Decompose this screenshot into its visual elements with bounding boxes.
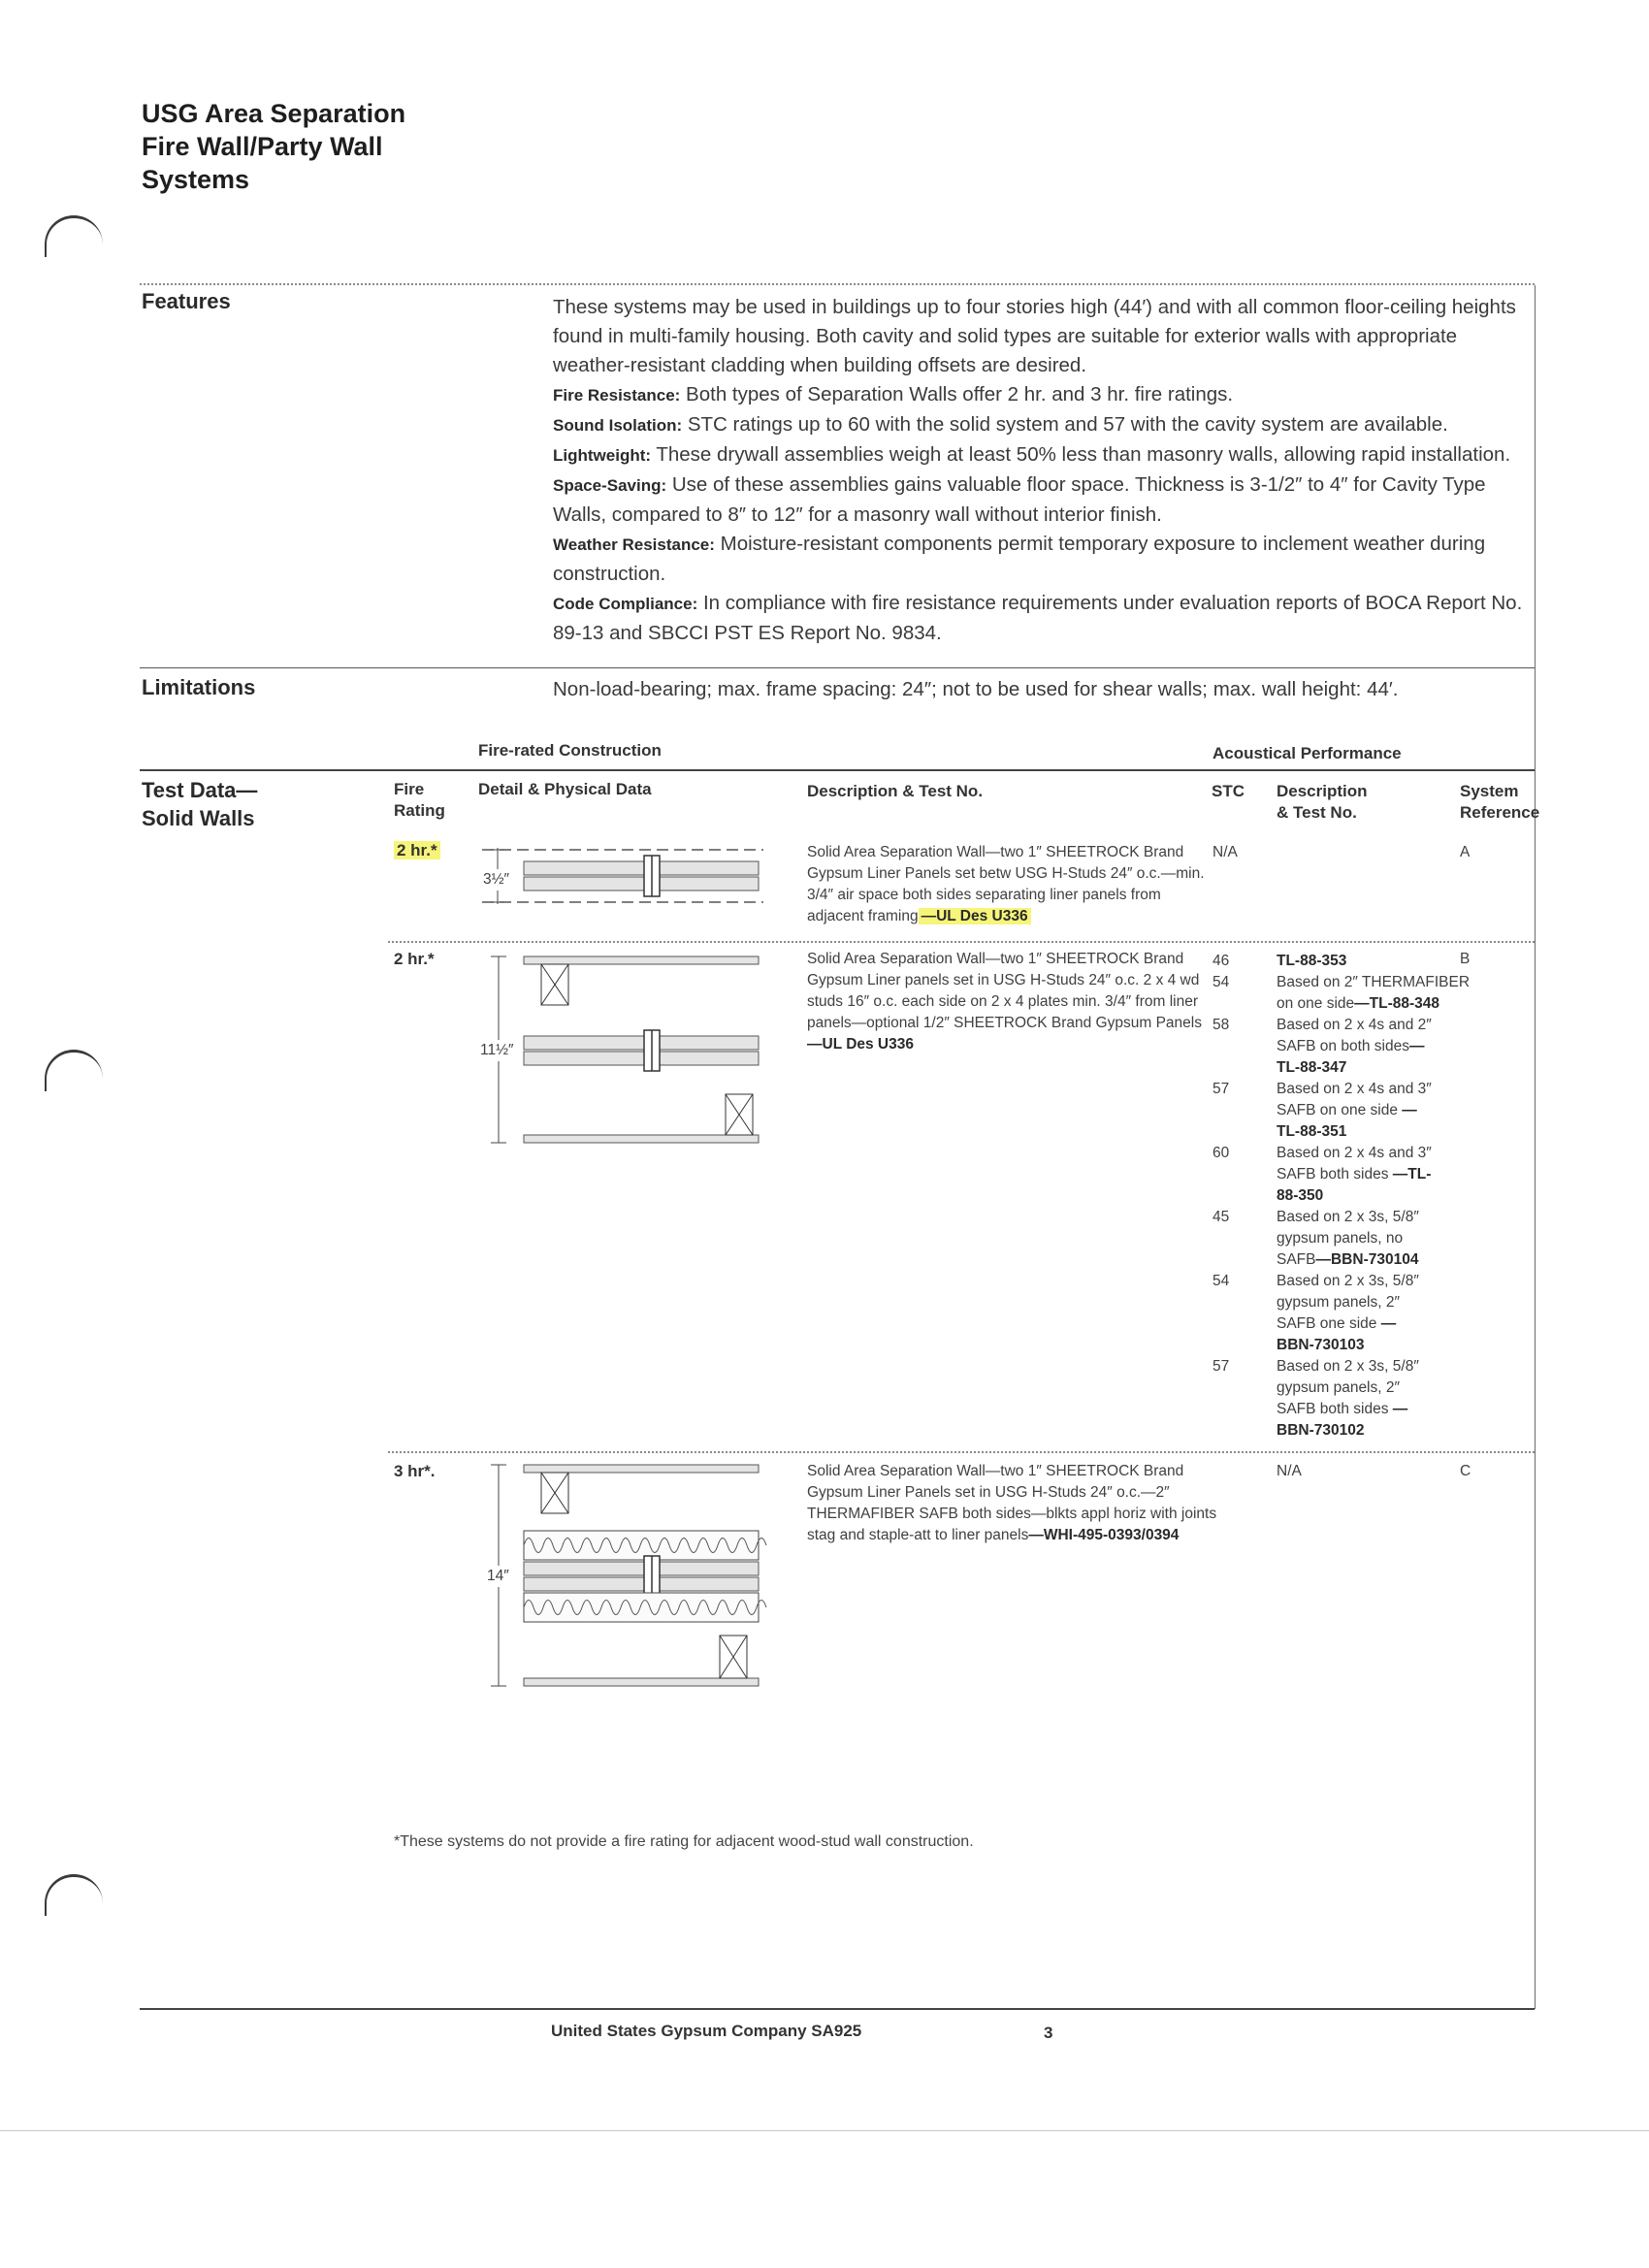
row2-stc-54b: 54 xyxy=(1212,1273,1230,1289)
footer-company: United States Gypsum Company SA925 xyxy=(551,2022,862,2040)
binder-hole-top xyxy=(45,215,103,257)
col-system-ref: System Reference xyxy=(1460,782,1540,822)
row2-stc-58: 58 xyxy=(1212,1017,1230,1033)
group-acoustical: Acoustical Performance xyxy=(1212,744,1402,762)
col-detail: Detail & Physical Data xyxy=(478,780,652,798)
binder-hole-middle xyxy=(45,1050,103,1091)
feature-item: Space-Saving: Use of these assemblies gains valuable floor space. Thickness is 3-1/2″ to 4″ for Cavity Type Walls, compared to 8″ to 12″ for a masonry wall without interior finish. xyxy=(553,473,1486,526)
scan-edge xyxy=(0,2130,1649,2131)
col-fire-rating: Fire Rating xyxy=(394,780,445,820)
row2-rating: 2 hr.* xyxy=(394,950,435,968)
row3-wall-section-diagram xyxy=(477,1463,768,1688)
feature-item: Lightweight: These drywall assemblies weigh at least 50% less than masonry walls, allowing rapid installation. xyxy=(553,443,1511,466)
test-data-top-rule xyxy=(140,769,1535,771)
col-stc: STC xyxy=(1212,782,1245,800)
test-data-heading-2: Solid Walls xyxy=(142,806,255,830)
features-intro: These systems may be used in buildings up to four stories high (44′) and with all common floor-ceiling heights found in multi-family housing. Both cavity and solid types are suitable for exterior walls with appropriate weather-resistant cladding when building offsets are desired. xyxy=(553,296,1516,376)
title-line-3: Systems xyxy=(142,165,250,194)
row2-acoustic-desc: Based on 2 x 4s and 2″ SAFB on both sides—TL-88-347 xyxy=(1277,1017,1432,1076)
row1-description: Solid Area Separation Wall—two 1″ SHEETROCK Brand Gypsum Liner Panels set betw USG H-Studs 24″ o.c.—min. 3/4″ air space both sides separating liner panels from adjacent framing —UL Des U336 xyxy=(807,844,1205,924)
limitations-top-rule xyxy=(140,667,1535,668)
row2-acoustic-desc: Based on 2″ THERMAFIBER on one side—TL-88-348 xyxy=(1277,974,1471,1012)
frame-right-rule xyxy=(1535,285,1536,2009)
binder-hole-bottom xyxy=(45,1874,103,1916)
footnote: *These systems do not provide a fire rating for adjacent wood-stud wall construction. xyxy=(394,1833,974,1850)
row2-stc-57: 57 xyxy=(1212,1081,1230,1097)
row1-bottom-rule xyxy=(388,941,1535,943)
test-data-heading xyxy=(142,776,257,832)
row2-acoustic-desc: TL-88-353 xyxy=(1277,953,1347,969)
features-heading: Features xyxy=(142,289,231,313)
row2-stc-46: 46 xyxy=(1212,953,1230,969)
title-line-1: USG Area Separation xyxy=(142,99,406,128)
feature-item: Weather Resistance: Moisture-resistant components permit temporary exposure to inclement weather during construction. xyxy=(553,533,1486,585)
row2-acoustic-desc: Based on 2 x 3s, 5/8″ gypsum panels, no SAFB—BBN-730104 xyxy=(1277,1209,1419,1268)
row2-system-ref: B xyxy=(1460,951,1471,967)
row2-acoustic-desc: Based on 2 x 3s, 5/8″ gypsum panels, 2″ SAFB one side —BBN-730103 xyxy=(1277,1273,1419,1353)
row2-description: Solid Area Separation Wall—two 1″ SHEETROCK Brand Gypsum Liner panels set in USG H-Studs 24″ o.c. 2 x 4 wd studs 16″ o.c. each side on 2 x 4 plates min. 3/4″ from liner panels—optional 1/2″ SHEETROCK Brand Gypsum Panels—UL Des U336 xyxy=(807,951,1202,1053)
feature-item: Fire Resistance: Both types of Separation Walls offer 2 hr. and 3 hr. fire ratings. xyxy=(553,383,1234,405)
row3-system-ref: C xyxy=(1460,1463,1471,1479)
features-top-rule xyxy=(140,283,1535,285)
row2-stc-45: 45 xyxy=(1212,1209,1230,1225)
row3-description: Solid Area Separation Wall—two 1″ SHEETROCK Brand Gypsum Liner Panels set in USG H-Studs 24″ o.c.—2″ THERMAFIBER SAFB both sides—blkts appl horiz with joints stag and staple-att to liner panels—WHI-495-0393/0394 xyxy=(807,1463,1217,1543)
feature-item: Sound Isolation: STC ratings up to 60 with the solid system and 57 with the cavity system are available. xyxy=(553,413,1448,436)
title-line-2: Fire Wall/Party Wall xyxy=(142,132,383,161)
test-data-heading-1: Test Data— xyxy=(142,778,258,802)
footer-rule xyxy=(140,2008,1535,2010)
page-number: 3 xyxy=(1044,2024,1053,2042)
row2-wall-section-diagram xyxy=(477,955,768,1145)
col-description: Description & Test No. xyxy=(807,782,984,800)
row2-acoustic-desc: Based on 2 x 3s, 5/8″ gypsum panels, 2″ SAFB both sides —BBN-730102 xyxy=(1277,1358,1419,1439)
row1-system-ref: A xyxy=(1460,844,1471,860)
feature-item: Code Compliance: In compliance with fire resistance requirements under evaluation reports of BOCA Report No. 89-13 and SBCCI PST ES Report No. 9834. xyxy=(553,592,1523,644)
page-title xyxy=(142,97,405,196)
row1-rating: 2 hr.* xyxy=(394,840,440,861)
limitations-heading: Limitations xyxy=(142,675,256,699)
row3-rating: 3 hr*. xyxy=(394,1462,436,1480)
limitations-text: Non-load-bearing; max. frame spacing: 24″; not to be used for shear walls; max. wall height: 44′. xyxy=(553,678,1399,700)
row2-stc-60: 60 xyxy=(1212,1145,1230,1161)
group-fire-rated: Fire-rated Construction xyxy=(478,741,662,760)
row2-dimension: 11½″ xyxy=(480,1040,514,1061)
row2-stc-57b: 57 xyxy=(1212,1358,1230,1375)
row3-dimension: 14″ xyxy=(487,1566,509,1587)
row1-dimension: 3½″ xyxy=(483,869,509,891)
row2-stc-54: 54 xyxy=(1212,974,1230,990)
row1-wall-section-diagram xyxy=(477,842,768,910)
row1-stc: N/A xyxy=(1212,844,1238,860)
row2-acoustic-desc: Based on 2 x 4s and 3″ SAFB on one side —TL-88-351 xyxy=(1277,1081,1432,1140)
col-acoustic-desc: Description & Test No. xyxy=(1277,782,1368,822)
features-body xyxy=(553,293,1529,648)
row2-acoustic-desc: Based on 2 x 4s and 3″ SAFB both sides —TL-88-350 xyxy=(1277,1145,1432,1204)
row3-stc: N/A xyxy=(1277,1463,1302,1479)
row2-bottom-rule xyxy=(388,1451,1535,1453)
